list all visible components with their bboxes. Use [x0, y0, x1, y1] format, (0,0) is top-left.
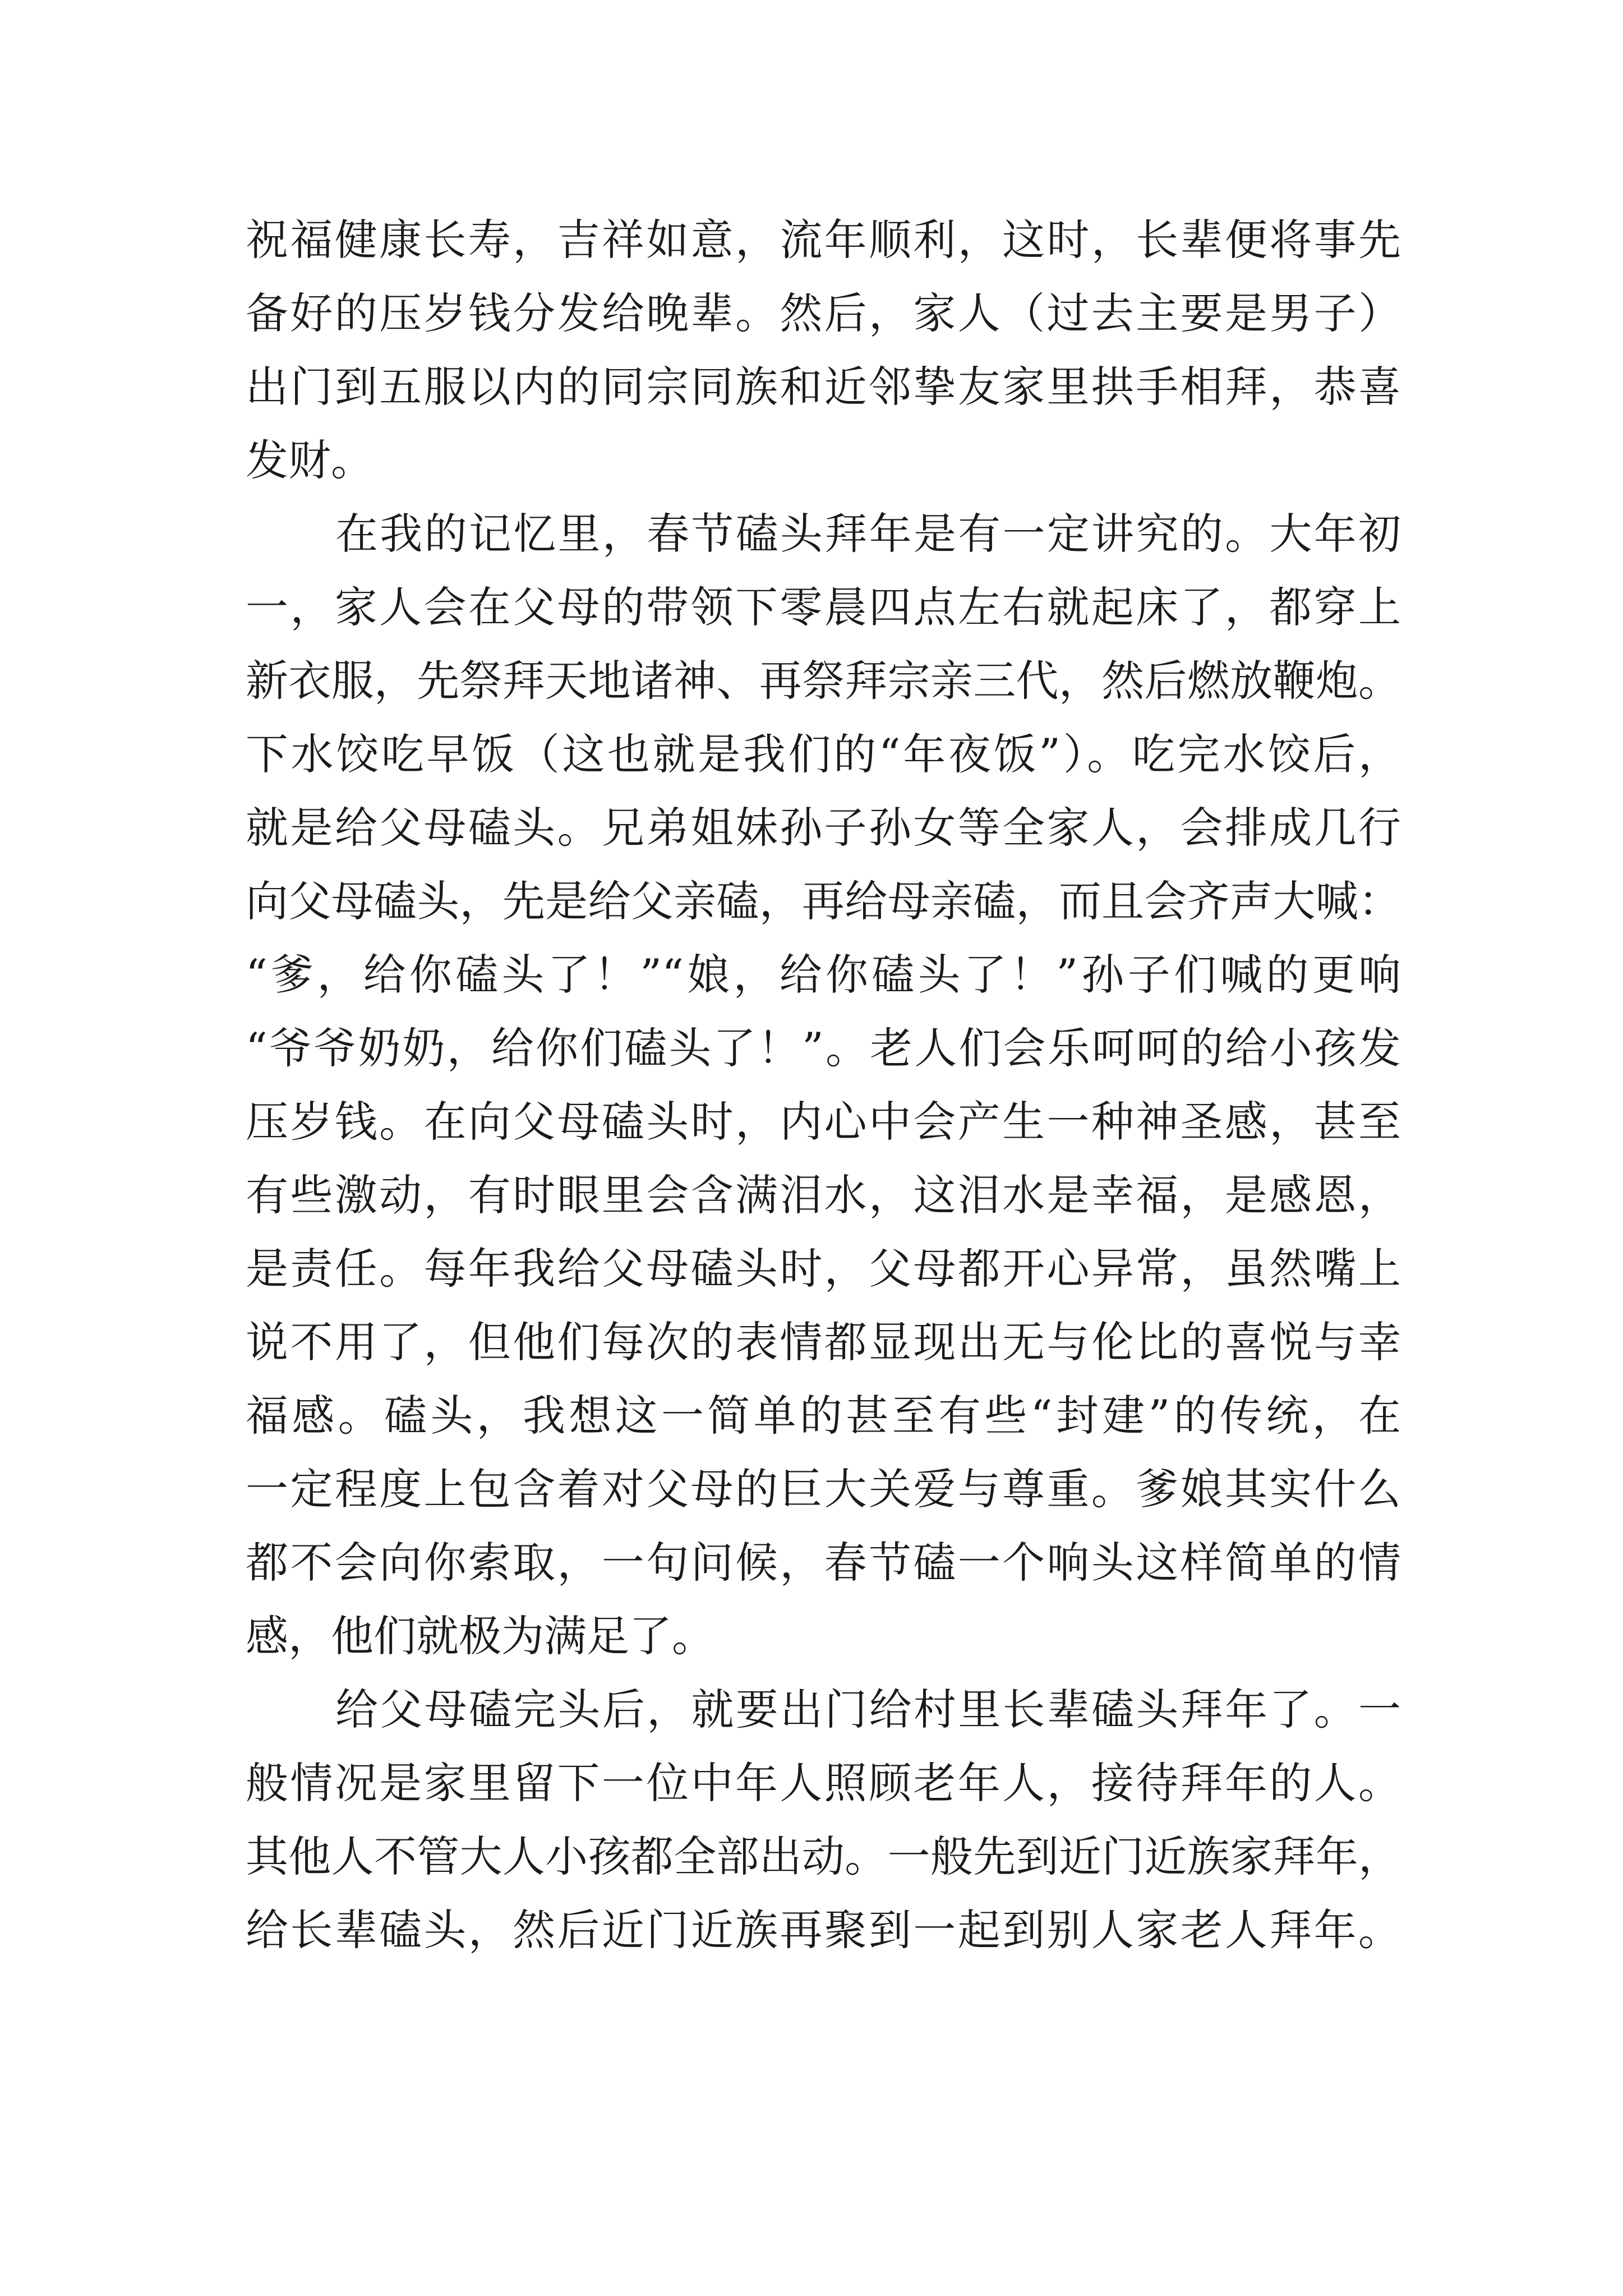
text-line: 给父母磕完头后，就要出门给村里长辈磕头拜年了。一 [335, 1685, 1401, 1734]
text-line: 祝福健康长寿，吉祥如意，流年顺利，这时，长辈便将事先 [246, 215, 1401, 265]
text-line: 其他人不管大人小孩都全部出动。一般先到近门近族家拜年， [246, 1832, 1401, 1881]
paragraph-2 [246, 497, 1401, 1673]
text-line: 有些激动，有时眼里会含满泪水，这泪水是幸福，是感恩， [246, 1170, 1401, 1220]
paragraph-3 [246, 1673, 1401, 1967]
text-line: 下水饺吃早饭（这也就是我们的“年夜饭”）。吃完水饺后， [246, 729, 1401, 779]
text-line: 般情况是家里留下一位中年人照顾老年人，接待拜年的人。 [246, 1758, 1401, 1808]
text-line: 给长辈磕头，然后近门近族再聚到一起到别人家老人拜年。 [246, 1905, 1401, 1955]
text-line: 一，家人会在父母的带领下零晨四点左右就起床了，都穿上 [246, 582, 1401, 632]
paragraph-1 [246, 203, 1401, 497]
text-line: 是责任。每年我给父母磕头时，父母都开心异常，虽然嘴上 [246, 1244, 1401, 1294]
text-line: 就是给父母磕头。兄弟姐妹孙子孙女等全家人，会排成几行 [246, 803, 1401, 853]
text-line: 出门到五服以内的同宗同族和近邻挚友家里拱手相拜，恭喜 [246, 362, 1401, 412]
text-line: “爹，给你磕头了！”“娘，给你磕头了！”孙子们喊的更响 [246, 950, 1401, 1000]
text-line: 都不会向你索取，一句问候，春节磕一个响头这样简单的情 [246, 1538, 1401, 1588]
text-line: 压岁钱。在向父母磕头时，内心中会产生一种神圣感，甚至 [246, 1097, 1401, 1147]
text-line: 说不用了，但他们每次的表情都显现出无与伦比的喜悦与幸 [246, 1317, 1401, 1367]
text-line: 福感。磕头，我想这一简单的甚至有些“封建”的传统，在 [246, 1391, 1401, 1441]
text-line: 向父母磕头，先是给父亲磕，再给母亲磕，而且会齐声大喊： [246, 876, 1401, 926]
text-line: 在我的记忆里，春节磕头拜年是有一定讲究的。大年初 [335, 509, 1401, 559]
text-line: 新衣服，先祭拜天地诸神、再祭拜宗亲三代，然后燃放鞭炮。 [246, 656, 1401, 706]
text-line: 备好的压岁钱分发给晚辈。然后，家人（过去主要是男子） [246, 288, 1401, 338]
text-line: 感，他们就极为满足了。 [246, 1611, 714, 1661]
text-line: “爷爷奶奶，给你们磕头了！”。老人们会乐呵呵的给小孩发 [246, 1023, 1401, 1073]
text-line: 发财。 [246, 435, 374, 485]
text-line: 一定程度上包含着对父母的巨大关爱与尊重。爹娘其实什么 [246, 1464, 1401, 1514]
body-text [246, 203, 1401, 1967]
